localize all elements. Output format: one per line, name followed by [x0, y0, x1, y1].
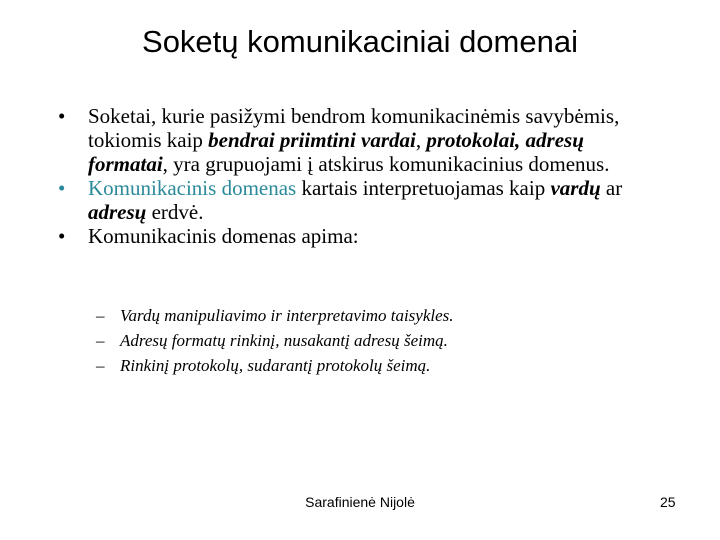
- bullet-text: ar: [600, 176, 623, 200]
- sub-text: Vardų manipuliavimo ir interpretavimo taisykles.: [120, 306, 454, 325]
- bullet-list: [56, 104, 666, 248]
- bullet-text: , yra grupuojami į atskirus komunikacinius domenus.: [162, 152, 610, 176]
- sub-item-3: [96, 353, 656, 378]
- sub-marker: –: [96, 306, 105, 325]
- page-number: 25: [660, 494, 676, 510]
- bullet-item-3: [56, 224, 666, 248]
- bullet-marker: •: [58, 176, 66, 200]
- bullet-text: kartais interpretuojamas kaip: [296, 176, 551, 200]
- bullet-marker: •: [58, 104, 66, 128]
- slide-title: Soketų komunikaciniai domenai: [142, 24, 578, 59]
- sub-item-2: [96, 328, 656, 353]
- sub-list: [96, 303, 656, 378]
- footer-author: Sarafinienė Nijolė: [305, 494, 415, 510]
- bullet-text: Soketai, kurie pasižymi bendrom komunikacinėmis savybėmis, tokiomis kaip: [88, 104, 620, 152]
- sub-marker: –: [96, 356, 105, 375]
- emphasis-text: protokolai, adresų formatai: [88, 128, 584, 176]
- bullet-text: erdvė.: [146, 200, 204, 224]
- emphasis-text: bendrai priimtini vardai: [208, 128, 416, 152]
- bullet-item-1: [56, 104, 666, 176]
- sub-marker: –: [96, 331, 105, 350]
- bullet-item-2: [56, 176, 666, 224]
- bullet-marker: •: [58, 224, 66, 248]
- highlight-text: Komunikacinis domenas: [88, 176, 297, 200]
- bullet-text: Komunikacinis domenas apima:: [88, 224, 359, 248]
- bullet-text: ,: [415, 128, 427, 152]
- emphasis-text: adresų: [88, 200, 147, 224]
- sub-text: Rinkinį protokolų, sudarantį protokolų šeimą.: [120, 356, 431, 375]
- sub-item-1: [96, 303, 656, 328]
- sub-text: Adresų formatų rinkinį, nusakantį adresų šeimą.: [120, 331, 448, 350]
- emphasis-text: vardų: [550, 176, 601, 200]
